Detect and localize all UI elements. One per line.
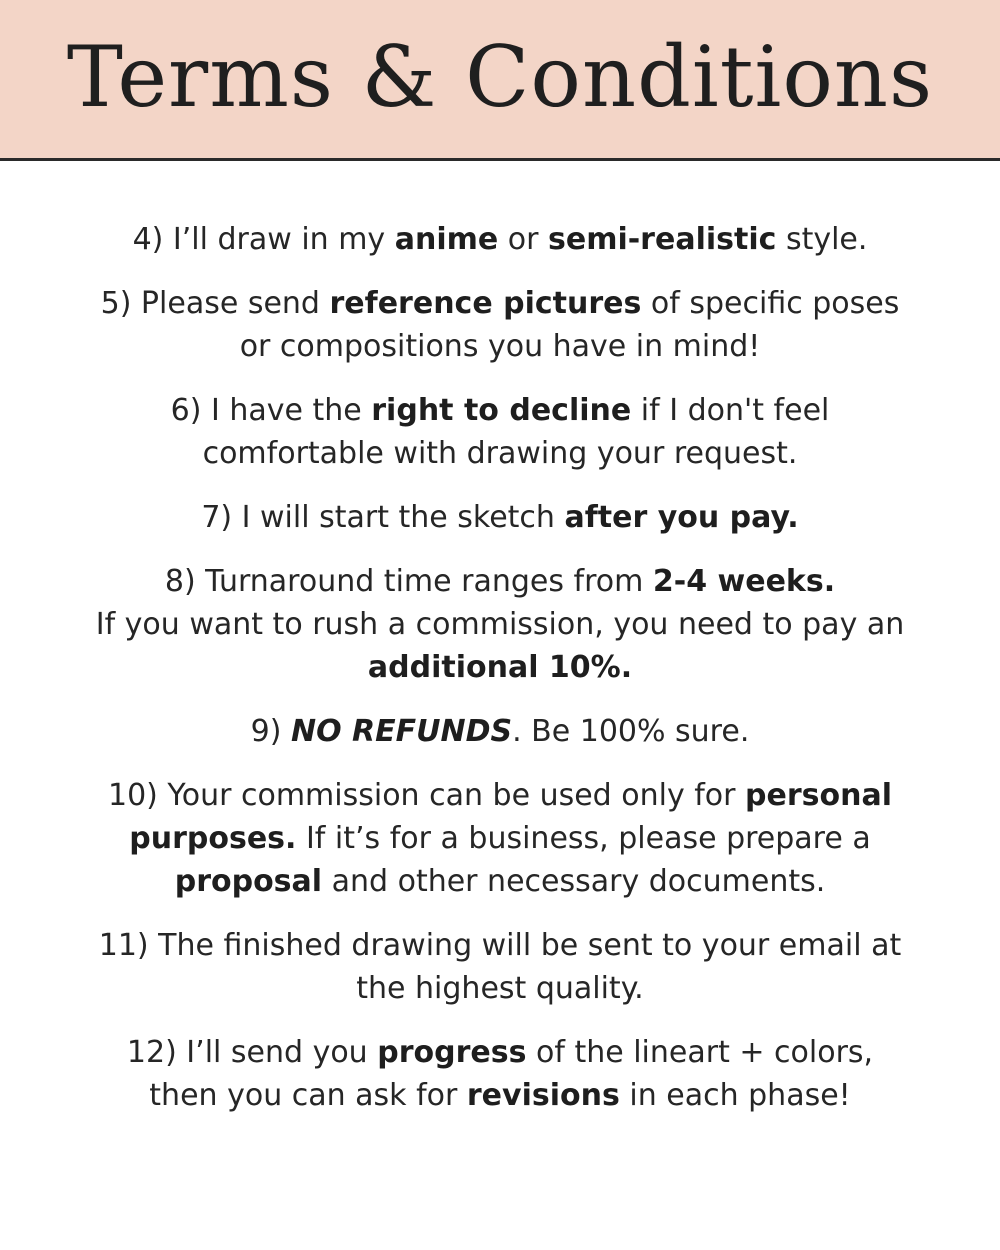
term-item [95,389,905,475]
term-item [95,496,905,539]
term-emphasis: 2-4 weeks. [652,564,836,599]
term-emphasis: revisions [466,1078,620,1113]
page-title: Terms & Conditions [66,28,934,126]
term-emphasis: semi-realistic [547,222,777,257]
term-text: 4) I’ll draw in my [132,222,395,257]
term-emphasis: right to decline [371,393,632,428]
term-item [95,924,905,1010]
term-emphasis: reference pictures [329,286,642,321]
term-text: if I don't feel comfortable with drawing your request. [202,393,830,471]
header-banner [0,0,1000,161]
term-text: 10) Your commission can be used only for [107,778,746,813]
term-item [95,710,905,753]
term-text: 6) I have the [170,393,372,428]
term-emphasis: after you pay. [564,500,799,535]
term-text: 9) [250,714,291,749]
term-emphasis: progress [377,1035,527,1070]
term-text: If it’s for a business, please prepare a [296,821,871,856]
terms-list [95,218,905,1138]
term-emphasis: personal purposes. [129,778,892,856]
term-text: 11) The finished drawing will be sent to your email at the highest quality. [98,928,902,1006]
term-item [95,560,905,689]
term-text: 8) Turnaround time ranges from [164,564,653,599]
term-text: 12) I’ll send you [126,1035,378,1070]
term-text: of the lineart + colors, then you can ask for [149,1035,874,1113]
term-text: 7) I will start the sketch [201,500,565,535]
term-text: style. [776,222,868,257]
term-text: . Be 100% sure. [512,714,750,749]
term-emphasis: additional 10%. [367,650,633,685]
term-emphasis: proposal [174,864,323,899]
term-text: in each phase! [619,1078,851,1113]
term-item [95,774,905,903]
term-item [95,282,905,368]
term-emphasis: NO REFUNDS [290,714,513,749]
term-text: of specific poses or compositions you have in mind! [239,286,900,364]
term-text: If you want to rush a commission, you need to pay an [95,607,905,642]
term-text: and other necessary documents. [322,864,826,899]
term-text: or [498,222,548,257]
term-emphasis: anime [394,222,499,257]
term-item [95,218,905,261]
term-item [95,1031,905,1117]
term-text: 5) Please send [100,286,330,321]
